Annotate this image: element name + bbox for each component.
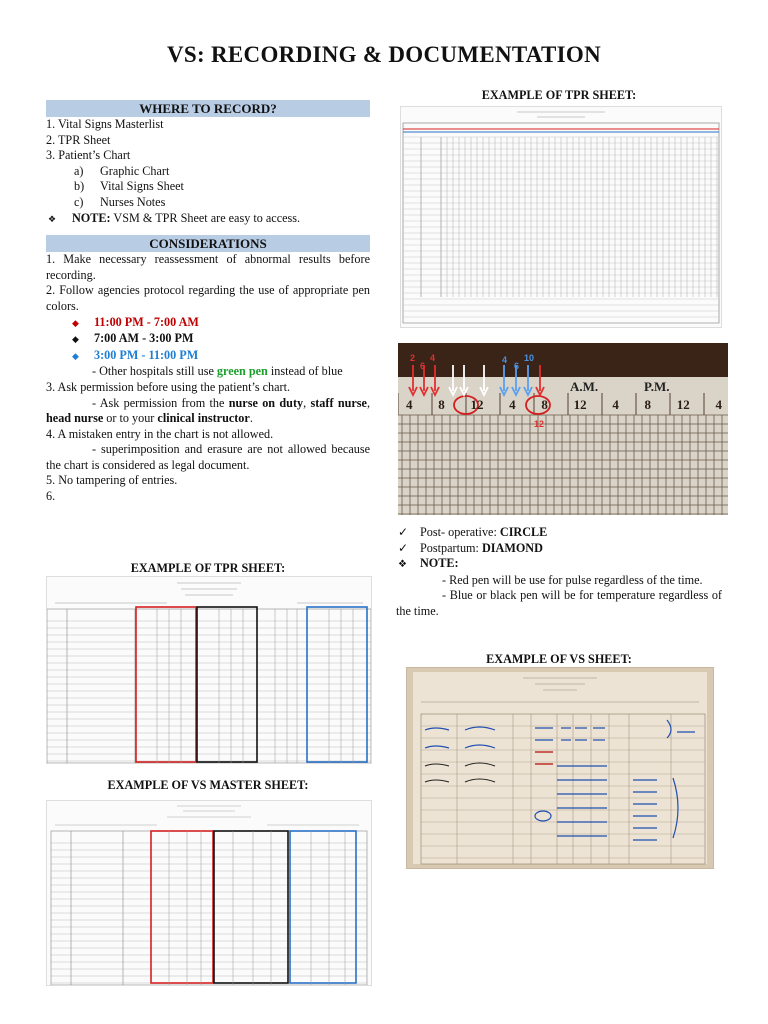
shift-blue: ◆ 3:00 PM - 11:00 PM xyxy=(46,348,370,365)
time-cell: 4 xyxy=(612,397,619,412)
arrow-label-blue: 6 xyxy=(514,361,520,371)
time-cell: 8 xyxy=(541,397,548,412)
diamond-bullet-icon: ◆ xyxy=(72,317,79,328)
time-cell: 4 xyxy=(406,397,413,412)
vs-sheet-photo xyxy=(406,667,714,869)
left-column xyxy=(46,100,370,505)
diamond-bullet-icon: ◆ xyxy=(72,350,79,361)
consideration-4: 4. A mistaken entry in the chart is not allowed. xyxy=(46,426,274,441)
consideration-4-sub: - superimposition and erasure are not allowed because the chart is considered as legal document. xyxy=(46,442,370,472)
postpartum-line: ✓ Postpartum: DIAMOND xyxy=(398,540,543,555)
graphic-chart-grid xyxy=(401,107,721,327)
considerations-header: CONSIDERATIONS xyxy=(46,235,370,252)
caption-tpr-right: EXAMPLE OF TPR SHEET: xyxy=(481,88,637,102)
where-subitem-c: c) Nurses Notes xyxy=(74,194,166,209)
vs-sheet-drawing xyxy=(407,668,713,868)
below-label: 12 xyxy=(534,419,545,429)
diamond-bullet-icon: ❖ xyxy=(398,559,407,571)
where-item-2: 2. TPR Sheet xyxy=(46,132,111,147)
time-cells xyxy=(406,397,722,413)
caption-vs-sheet: EXAMPLE OF VS SHEET: xyxy=(486,652,632,666)
arrow-label-red: 2 xyxy=(410,353,416,363)
postop-line: ✓ Post- operative: CIRCLE xyxy=(398,525,548,539)
marks-section xyxy=(396,525,722,620)
time-cell: 8 xyxy=(438,397,445,412)
arrow-label-red: 4 xyxy=(430,353,436,363)
consideration-6: 6. xyxy=(46,489,56,504)
time-cell: 12 xyxy=(573,397,587,412)
diamond-bullet-icon: ◆ xyxy=(72,334,79,345)
page-title: VS: RECORDING & DOCUMENTATION xyxy=(167,42,601,67)
shift-red: ◆ 11:00 PM - 7:00 AM xyxy=(46,315,370,332)
vs-master-sheet-image xyxy=(46,800,372,986)
marks-note-1: - Red pen will be use for pulse regardless of the time. xyxy=(442,572,703,587)
graphic-chart-image xyxy=(400,106,722,328)
arrow-label-blue: 4 xyxy=(502,355,508,365)
arrow-label-blue: 10 xyxy=(524,353,535,363)
where-subitem-b: b) Vital Signs Sheet xyxy=(74,179,184,194)
vs-master-grid xyxy=(47,801,371,985)
arrow-label-red: 6 xyxy=(420,361,426,371)
shift-black: ◆ 7:00 AM - 3:00 PM xyxy=(46,331,370,348)
am-label: A.M. xyxy=(570,379,599,394)
am-pm-chart-drawing xyxy=(398,343,728,515)
tpr-sheet-image xyxy=(46,576,372,764)
green-pen-note: - Other hospitals still use green pen instead of blue xyxy=(92,364,343,379)
checkmark-icon: ✓ xyxy=(398,525,409,539)
tpr-sheet-grid xyxy=(47,577,371,763)
diamond-bullet-icon: ❖ xyxy=(48,213,57,224)
time-cell: 4 xyxy=(509,397,516,412)
time-cell: 4 xyxy=(715,397,722,412)
pm-label: P.M. xyxy=(644,379,670,394)
time-cell: 12 xyxy=(676,397,690,412)
time-cell: 8 xyxy=(644,397,652,412)
where-note: ❖ NOTE: VSM & TPR Sheet are easy to access. xyxy=(46,211,370,228)
consideration-1: 1. Make necessary reassessment of abnormal results before recording. xyxy=(46,252,370,282)
where-to-record-header: WHERE TO RECORD? xyxy=(46,100,370,117)
consideration-5: 5. No tampering of entries. xyxy=(46,473,178,488)
where-subitem-a: a) Graphic Chart xyxy=(74,163,170,178)
caption-vs-master: EXAMPLE OF VS MASTER SHEET: xyxy=(107,778,309,792)
where-item-1: 1. Vital Signs Masterlist xyxy=(46,117,164,131)
marks-note-label: ❖ NOTE: xyxy=(396,556,722,573)
consideration-3: 3. Ask permission before using the patient’s chart. xyxy=(46,379,291,394)
am-pm-chart-photo xyxy=(398,343,728,515)
caption-tpr-left: EXAMPLE OF TPR SHEET: xyxy=(130,561,286,575)
consideration-2: 2. Follow agencies protocol regarding the use of appropriate pen colors. xyxy=(46,283,370,313)
permission-note: - Ask permission from the nurse on duty, staff nurse, head nurse or to your clinical instructor. xyxy=(46,395,371,426)
checkmark-icon: ✓ xyxy=(398,540,409,555)
time-cell: 12 xyxy=(470,397,484,412)
marks-note-2: - Blue or black pen will be for temperature regardless of the time. xyxy=(396,588,722,618)
where-item-3: 3. Patient’s Chart xyxy=(46,148,131,163)
